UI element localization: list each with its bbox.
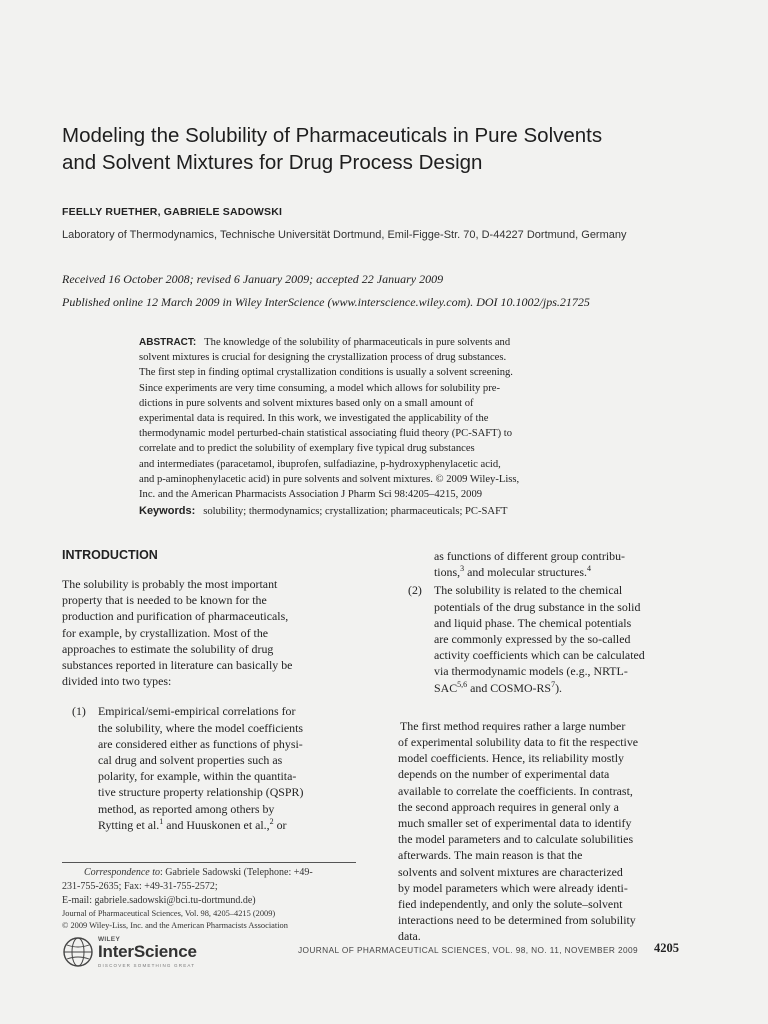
list-item-1: (1) Empirical/semi-empirical correlations for the solubility, where the model coefficients are considered either as functions of physi- cal drug and solvent properties such as polarity, for example, within the quantita- tive structure property relationship (QSPR) method, as reported among others by Rytting et al.$^1$ and Huuskonen et al.,$^2$ or bbox=[72, 704, 304, 832]
abstract-line: experimental data is required. In this work, we investigated the applicability of the bbox=[139, 413, 489, 425]
wiley-interscience-logo bbox=[62, 936, 197, 973]
list-number: (2) bbox=[408, 583, 422, 598]
keywords-label: Keywords: bbox=[139, 505, 196, 518]
author-list: FEELLY RUETHER, GABRIELE SADOWSKI bbox=[62, 206, 283, 218]
abstract-line: The first step in finding optimal crystallization conditions is usually a solvent screening. bbox=[139, 367, 513, 379]
abstract-line: thermodynamic model perturbed-chain statistical associating fluid theory (PC-SAFT) to bbox=[139, 428, 513, 440]
citation-ref[interactable]: 2 bbox=[269, 816, 274, 826]
section-heading: INTRODUCTION bbox=[62, 548, 158, 562]
list-item-2: (2) The solubility is related to the chemical potentials of the drug substance in the solid and liquid phase. The chemical potentials are commonly expressed by the so-called activity coefficients which can be calculated via thermodynamic models (e.g., NRTL- SAC$^{5,6}$ and COSMO-$RS^7$). bbox=[408, 583, 645, 695]
interscience-globe-icon bbox=[62, 936, 94, 968]
intro-paragraph: The solubility is probably the most important property that is needed to be known for the production and purification of pharmaceuticals, for example, by crystallization. Most of the approaches to estimate the solubility of drug substances reported in literature can basically be divided into two types: bbox=[62, 577, 293, 689]
abstract bbox=[139, 335, 605, 519]
keywords bbox=[139, 504, 605, 519]
correspondence-note: Correspondence to: Gabriele Sadowski (Telephone: +49- 231-755-2635; Fax: +49-31-755-2572; E-mail: gabriele.sadowski@bci.tu-dortmund.de) bbox=[62, 866, 356, 908]
abstract-line: dictions in pure solvents and solvent mixtures based only on a small amount of bbox=[139, 397, 474, 409]
brand-tagline: DISCOVER SOMETHING GREAT bbox=[98, 963, 196, 968]
abstract-line: and intermediates (paracetamol, ibuprofen, sulfadiazine, p-hydroxyphenylacetic acid, bbox=[139, 458, 501, 470]
footnote-divider bbox=[62, 862, 356, 863]
abstract-text: The knowledge of the solubility of pharmaceuticals in pure solvents and bbox=[204, 337, 511, 348]
list-number: (1) bbox=[72, 704, 86, 719]
correspondence-label: Correspondence to bbox=[84, 867, 161, 878]
running-footer: JOURNAL OF PHARMACEUTICAL SCIENCES, VOL. 98, NO. 11, NOVEMBER 2009 bbox=[298, 945, 639, 955]
title-line: and Solvent Mixtures for Drug Process Design bbox=[62, 151, 483, 174]
citation-ref[interactable]: 7 bbox=[551, 679, 556, 689]
abstract-line: and p-aminophenylacetic acid) in pure solvents and solvent mixtures. © 2009 Wiley-Liss, bbox=[139, 473, 520, 485]
received-dates: Received 16 October 2008; revised 6 January 2009; accepted 22 January 2009 bbox=[62, 272, 444, 286]
keywords-list: solubility; thermodynamics; crystallization; pharmaceuticals; PC-SAFT bbox=[203, 506, 508, 518]
abstract-line-0 bbox=[139, 335, 605, 350]
published-online: Published online 12 March 2009 in Wiley InterScience (www.interscience.wiley.com). DOI 10.1002/jps.21725 bbox=[62, 295, 590, 309]
brand-name: InterScience bbox=[98, 942, 197, 961]
left-column bbox=[62, 548, 357, 847]
abstract-label: ABSTRACT: bbox=[139, 337, 197, 348]
affiliation: Laboratory of Thermodynamics, Technische Universität Dortmund, Emil-Figge-Str. 70, D-44227 Dortmund, Germany bbox=[62, 229, 627, 241]
abstract-line: correlate and to predict the solubility of exemplary five typical drug substances bbox=[139, 443, 475, 455]
abstract-line: Since experiments are very time consuming, a model which allows for solubility pre- bbox=[139, 382, 500, 394]
abstract-line: solvent mixtures is crucial for designing the crystallization process of drug substances. bbox=[139, 352, 507, 364]
list-item-1-continued: as functions of different group contribu- tions,$^3$ and molecular structures.$^4$ bbox=[434, 549, 625, 580]
journal-citation: Journal of Pharmaceutical Sciences, Vol. 98, 4205–4215 (2009) © 2009 Wiley-Liss, Inc. and the American Pharmacists Association bbox=[62, 909, 288, 930]
title-line: Modeling the Solubility of Pharmaceuticals in Pure Solvents bbox=[62, 124, 603, 147]
citation-ref[interactable]: 5,6 bbox=[457, 679, 468, 689]
correspondence-email[interactable]: E-mail: gabriele.sadowski@bci.tu-dortmund.de) bbox=[62, 895, 256, 906]
citation-ref[interactable]: 4 bbox=[586, 564, 591, 574]
right-column bbox=[398, 548, 680, 959]
body-paragraph: The first method requires rather a large number of experimental solubility data to fit the respective model coefficients. Hence, its reliability mostly depends on the number of experimental data available to correlate the coefficients. In contrast, the second approach requires in general only a much smaller set of experimental data to identify the model parameters and to calculate solubilities afterwards. The main reason is that the solvents and solvent mixtures are characterized by model parameters which were already identi- fied independently, and only the solute–solvent interactions need to be determined from solubility data. bbox=[398, 718, 639, 944]
page-number: 4205 bbox=[654, 941, 679, 955]
abstract-line: Inc. and the American Pharmacists Association J Pharm Sci 98:4205–4215, 2009 bbox=[139, 489, 483, 501]
article-title bbox=[62, 122, 722, 176]
publisher-name: WILEY bbox=[98, 936, 121, 943]
citation-ref[interactable]: 3 bbox=[460, 564, 465, 574]
publication-history bbox=[62, 268, 590, 314]
citation-ref[interactable]: 1 bbox=[159, 816, 164, 826]
